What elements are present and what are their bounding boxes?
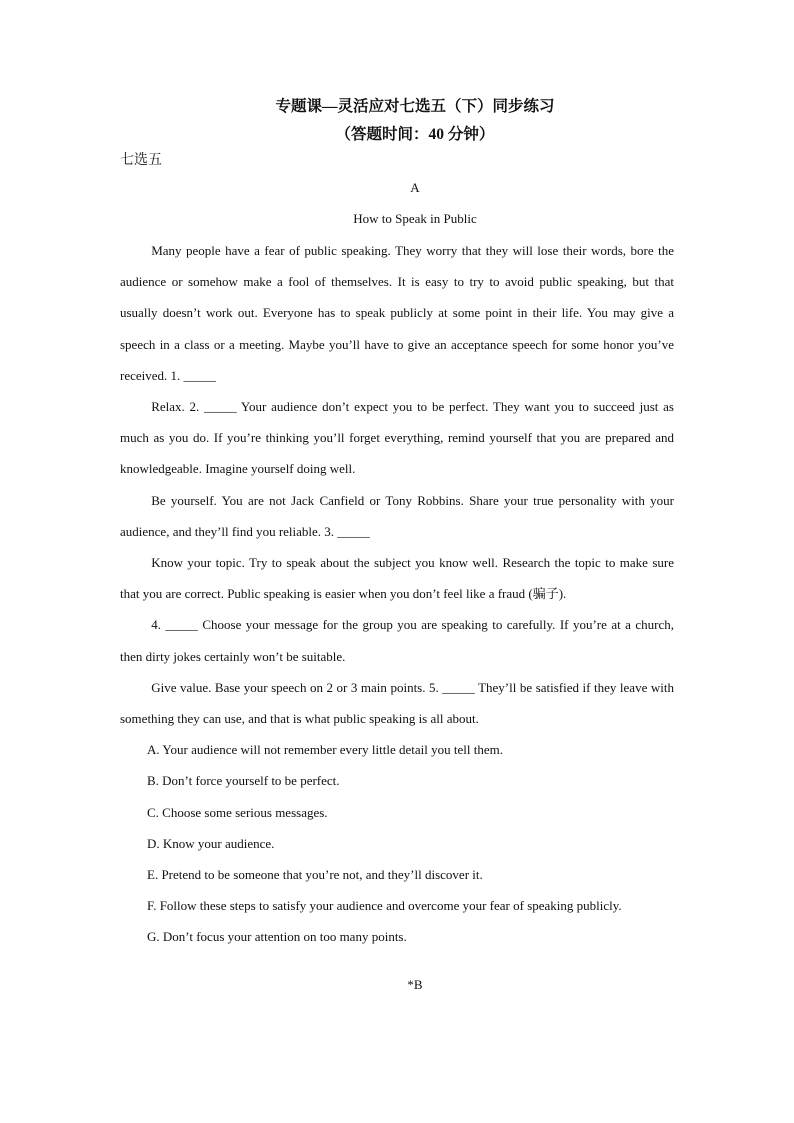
- passage-title: How to Speak in Public: [353, 211, 477, 226]
- section-label: 七选五: [120, 153, 162, 168]
- option-e: E. Pretend to be someone that you’re not, and they’ll discover it.: [147, 867, 483, 883]
- next-passage-letter: *B: [407, 976, 423, 992]
- paragraph: Give value. Base your speech on 2 or 3 main points. 5. _____ They’ll be satisfied if they leave with something they can use, and that is what public speaking is all about.: [120, 679, 674, 727]
- passage-letter: A: [410, 180, 420, 195]
- paragraph: Many people have a fear of public speaking. They worry that they will lose their words, bore the audience or somehow make a fool of themselves. It is easy to try to avoid public speaking, but that usually doesn’t work out. Everyone has to speak publicly at some point in their life. You may give a speech in a class or a meeting. Maybe you’ll have to give an acceptance speech for some honor you’ve received. 1. _____: [120, 243, 674, 383]
- paragraph: Be yourself. You are not Jack Canfield or Tony Robbins. Share your true personality with your audience, and they’ll find you reliable. 3. _____: [120, 492, 674, 539]
- passage-body: [120, 235, 674, 734]
- option-b: B. Don’t force yourself to be perfect.: [147, 773, 340, 789]
- document-title: 专题课—灵活应对七选五（下）同步练习: [275, 98, 555, 115]
- option-c: C. Choose some serious messages.: [147, 804, 328, 820]
- answer-options: [120, 734, 674, 952]
- paragraph: Relax. 2. _____ Your audience don’t expect you to be perfect. They want you to succeed just as much as you do. If you’re thinking you’ll forget everything, remind yourself that you are prepared and knowledgeable. Imagine yourself doing well.: [120, 399, 674, 477]
- paragraph: 4. _____ Choose your message for the group you are speaking to carefully. If you’re at a church, then dirty jokes certainly won’t be suitable.: [120, 617, 674, 664]
- option-g: G. Don’t focus your attention on too many points.: [147, 929, 407, 945]
- answer-time-subtitle: （答题时间：40 分钟）: [335, 126, 495, 143]
- option-a: A. Your audience will not remember every little detail you tell them.: [147, 742, 503, 758]
- option-d: D. Know your audience.: [147, 835, 275, 851]
- paragraph: Know your topic. Try to speak about the subject you know well. Research the topic to make sure that you are correct. Public speaking is easier when you don’t feel like a fraud (骗子).: [120, 555, 674, 602]
- option-f: F. Follow these steps to satisfy your audience and overcome your fear of speaking publicly.: [147, 898, 622, 914]
